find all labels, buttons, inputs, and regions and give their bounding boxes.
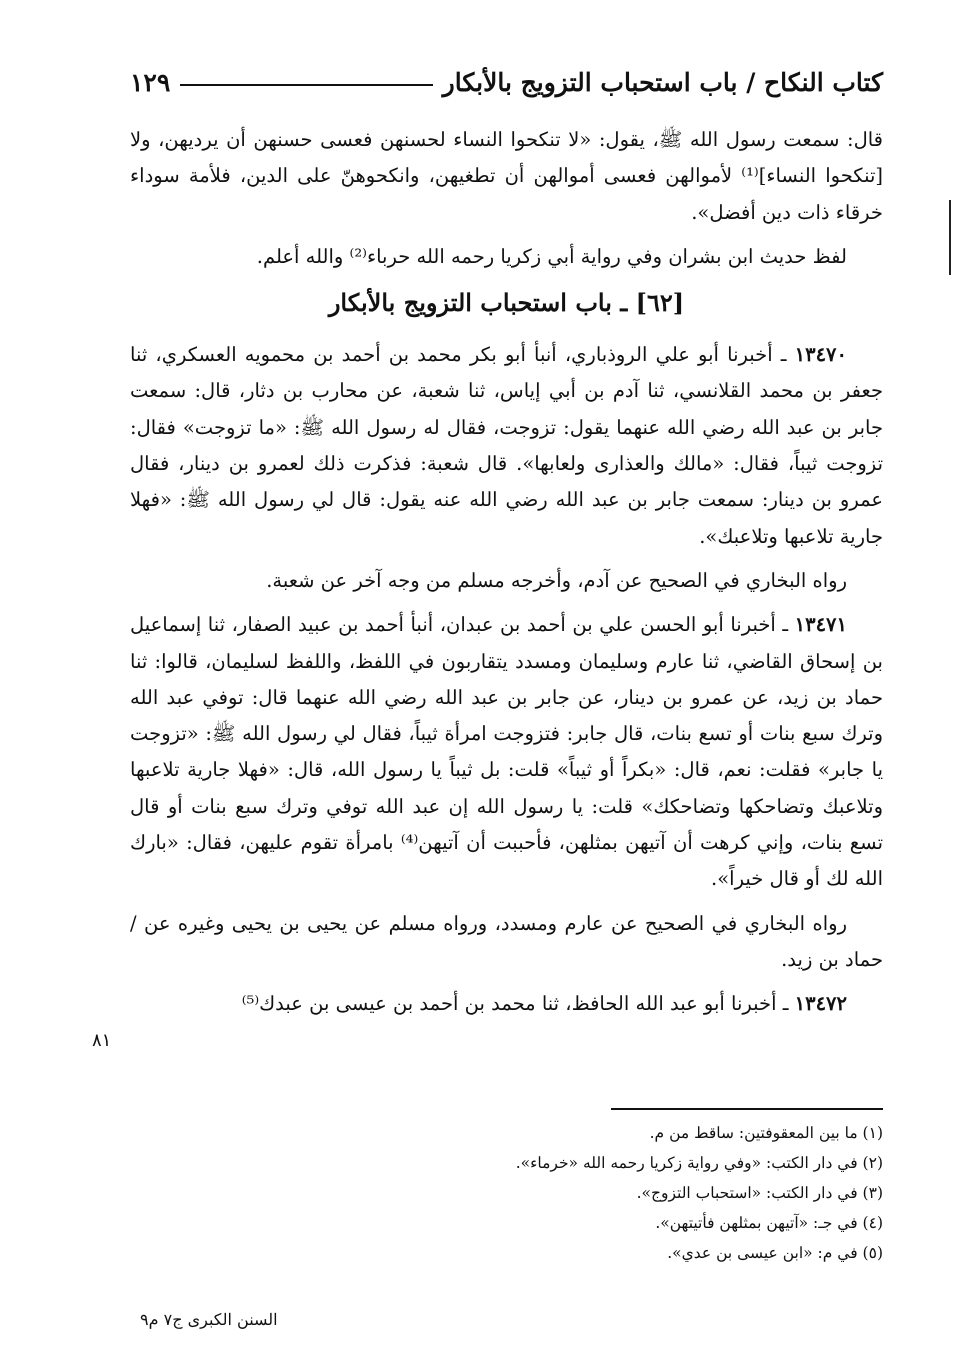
footnote: (٥) في م: «ابن عيسى بن عدي».: [667, 1244, 883, 1262]
hadith-text: ـ أخبرنا أبو عبد الله الحافظ، ثنا محمد بن أحمد بن عيسى بن عبدك⁽⁵⁾: [241, 992, 795, 1016]
footnote: (٣) في دار الكتب: «استحباب التزوج».: [636, 1184, 883, 1202]
hadith-number: ١٣٤٧٠: [794, 343, 847, 367]
margin-folio-number: ٨١: [92, 1030, 112, 1051]
hadith-3470: [130, 337, 883, 555]
hadith-3472: [130, 986, 883, 1022]
hadith-number: ١٣٤٧٢: [794, 992, 847, 1016]
margin-bar: [949, 200, 951, 275]
main-text: [130, 122, 883, 1031]
hadith-3471: [130, 607, 883, 897]
section-title: [٦٢] ـ باب استحباب التزويج بالأبكار: [328, 288, 685, 318]
footnotes: [130, 1118, 883, 1268]
hadith-number: ١٣٤٧١: [794, 613, 847, 637]
header-rule: [180, 84, 432, 86]
paragraph: لفظ حديث ابن بشران وفي رواية أبي زكريا رحمه الله حرباء⁽²⁾ والله أعلم.: [256, 244, 847, 268]
footnote: (١) ما بين المعقوفتين: ساقط من م.: [649, 1124, 883, 1142]
signature-mark: السنن الكبرى ج٧ م٩: [140, 1310, 278, 1329]
footnote: (٤) في جـ: «آتيهن بمثلهن فأتيتهن».: [655, 1214, 883, 1232]
paragraph: قال: سمعت رسول الله ﷺ، يقول: «لا تنكحوا النساء لحسنهن فعسى حسنهن أن يرديهن، ولا [تنكحوا النساء]⁽¹⁾ لأموالهن فعسى أموالهن أن تطغيهن، وانكحوهنّ على الدين، فلأمة سوداء خرقاء ذات دين أفضل».: [130, 128, 883, 224]
paragraph: رواه البخاري في الصحيح عن آدم، وأخرجه مسلم من وجه آخر عن شعبة.: [266, 568, 847, 592]
hadith-text: ـ أخبرنا أبو الحسن علي بن أحمد بن عبدان، أنبأ أحمد بن عبيد الصفار، ثنا إسماعيل بن إسحاق القاضي، ثنا عارم وسليمان ومسدد يتقاربون في اللفظ، واللفظ لسليمان، قالوا: ثنا حماد بن زيد، عن عمرو بن دينار، عن جابر بن عبد الله رضي الله عنهما قال: توفي عبد الله وترك سبع بنات أو تسع بنات، قال جابر: فتزوجت امرأة ثيباً، فقال لي رسول الله ﷺ: «تزوجت يا جابر» فقلت: نعم، قال: «بكراً أو ثيباً» قلت: بل ثيباً يا رسول الله، قال: «فهلا جارية تلاعبها وتلاعبك وتضاحكها وتضاحكك» قلت: يا رسول الله إن عبد الله توفي وترك سبع بنات أو قال تسع بنات، وإني كرهت أن آتيهن بمثلهن، فأحببت أن آتيهن⁽⁴⁾ بامرأة تقوم عليهن، فقال: «بارك الله لك أو قال خيراً».: [130, 613, 883, 891]
footnote-rule: [611, 1108, 883, 1110]
hadith-text: ـ أخبرنا أبو علي الروذباري، أنبأ أبو بكر محمد بن أحمد بن محمويه العسكري، ثنا جعفر بن محمد القلانسي، ثنا آدم بن أبي إياس، ثنا شعبة، عن محارب بن دثار، قال: سمعت جابر بن عبد الله رضي الله عنهما يقول: تزوجت، فقال له رسول الله ﷺ: «ما تزوجت» فقال: تزوجت ثيباً، فقال: «مالك والعذارى ولعابها». قال شعبة: فذكرت ذلك لعمرو بن دينار، فقال عمرو بن دينار: سمعت جابر بن عبد الله رضي الله عنه يقول: قال لي رسول الله ﷺ: «فهلا جارية تلاعبها وتلاعبك».: [130, 343, 883, 548]
paragraph: رواه البخاري في الصحيح عن عارم ومسدد، ورواه مسلم عن يحيى بن يحيى وغيره عن / حماد بن زيد.: [130, 911, 883, 971]
chapter-title: كتاب النكاح / باب استحباب التزويج بالأبكار: [442, 67, 883, 97]
footnote: (٢) في دار الكتب: «وفي رواية زكريا رحمه الله «خرماء».: [515, 1154, 883, 1172]
running-header: [130, 62, 883, 102]
page-number: ١٢٩: [130, 67, 171, 97]
